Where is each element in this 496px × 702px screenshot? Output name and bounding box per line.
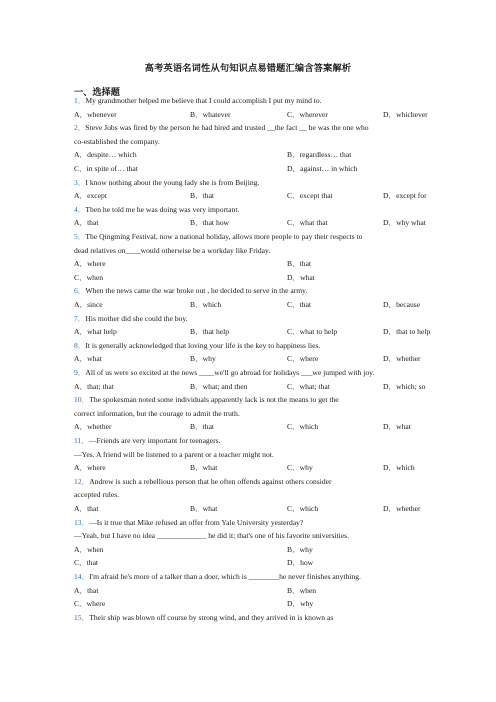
question-text: All of us were so excited at the news ____we'll go abroad for holidays ___we jumped with joy. [85, 368, 375, 377]
answer-option[interactable]: C．that [74, 558, 99, 568]
answer-option[interactable]: B．that how [190, 218, 230, 228]
question-stem [74, 314, 188, 324]
answer-option[interactable]: C．which [287, 504, 319, 513]
question-stem-continued: correct information, but the courage to admit the truth. [74, 408, 240, 418]
answer-option[interactable]: D．except for [383, 191, 427, 201]
answer-option[interactable]: D．what [287, 272, 315, 282]
answer-option[interactable]: C．except that [287, 191, 333, 201]
question-text: Steve Jobs was fired by the person he had hired and trusted __the fact __ he was the one who [85, 123, 369, 133]
answer-option[interactable]: D．what [383, 422, 411, 432]
answer-option[interactable]: D．why what [383, 218, 426, 228]
question-stem-continued: co-established the company. [74, 136, 160, 146]
question-number: 10． [74, 395, 90, 405]
answer-option[interactable]: B．that help [190, 327, 230, 337]
answer-option[interactable]: D．against… in which [287, 164, 358, 173]
question-number: 8． [74, 340, 86, 350]
answer-option[interactable]: A．what help [74, 327, 117, 337]
question-text: —Is it true that Mike refused an offer from Yale University yesterday? [89, 517, 304, 527]
answer-option[interactable]: D．why [287, 599, 314, 609]
question-text: His mother did she could the boy. [85, 313, 188, 323]
question-text: Then he told me he was doing was very important. [85, 204, 240, 214]
answer-option[interactable]: C．where [74, 599, 106, 609]
question-number: 13． [74, 517, 90, 527]
question-stem [74, 395, 339, 405]
answer-option[interactable]: D．which [383, 463, 415, 473]
question-number: 11． [74, 436, 89, 445]
answer-option[interactable]: A．except [74, 191, 107, 201]
question-number: 9． [74, 368, 86, 377]
question-stem-continued: —Yeah, but I have no idea _____________ he did it; that's one of his favorite universities. [74, 531, 349, 541]
question-stem [74, 205, 239, 215]
answer-option[interactable]: D．which; so [383, 381, 426, 391]
question-stem [74, 123, 369, 133]
answer-option[interactable]: A．where [74, 463, 106, 473]
question-text: The Qingming Festival, now a national holiday, allows more people to pay their respects to [85, 232, 363, 241]
question-number: 14． [74, 572, 90, 581]
answer-option[interactable]: B．what; and then [190, 381, 248, 391]
answer-option[interactable]: A．whenever [74, 109, 117, 119]
question-number: 1． [74, 96, 86, 105]
answer-option[interactable]: A．that [74, 218, 99, 228]
answer-option[interactable]: B．what [190, 463, 218, 473]
question-text: My grandmother helped me believe that I could accomplish I put my mind to. [85, 96, 322, 105]
answer-option[interactable]: B．why [287, 544, 313, 554]
answer-option[interactable]: B．that [190, 422, 215, 432]
answer-option[interactable]: A．that; that [74, 381, 114, 391]
answer-option[interactable]: D．that to help [383, 327, 431, 337]
question-number: 7． [74, 313, 86, 323]
answer-option[interactable]: B．why [190, 354, 216, 364]
question-text: It is generally acknowledged that loving your life is the key to happiness lies. [85, 340, 321, 350]
question-number: 15． [74, 612, 90, 622]
question-stem [74, 286, 307, 296]
question-text: I'm afraid he's more of a talker than a doer, which is ________he never finishes anything. [89, 572, 361, 581]
answer-option[interactable]: C．when [74, 272, 104, 282]
question-text: When the news came the war broke out , he decided to serve in the army. [85, 286, 308, 296]
answer-option[interactable]: A．since [74, 300, 103, 309]
answer-option[interactable]: A．whether [74, 422, 112, 432]
answer-option[interactable]: A．where [74, 259, 106, 269]
answer-option[interactable]: C．what that [287, 218, 328, 228]
answer-option[interactable]: D．whether [383, 504, 421, 513]
answer-option[interactable]: B．that [190, 191, 215, 201]
answer-option[interactable]: D．how [287, 558, 314, 568]
answer-option[interactable]: D．because [383, 300, 421, 309]
answer-option[interactable]: A．despite… which [74, 150, 137, 160]
question-text: I know nothing about the young lady she is from Beijing. [85, 177, 260, 187]
answer-option[interactable]: A．when [74, 544, 104, 554]
question-stem-continued: accepted rules. [74, 490, 120, 500]
answer-option[interactable]: B．whatever [190, 109, 231, 119]
question-stem [74, 518, 303, 528]
answer-option[interactable]: B．that [287, 259, 312, 269]
question-text: The spokesman noted some individuals apparently lack is not the means to get the [89, 395, 339, 405]
answer-option[interactable]: D．whether [383, 354, 421, 364]
question-stem-continued: dead relatives on____would otherwise be a workday like Friday. [74, 245, 271, 255]
question-stem [74, 436, 220, 446]
answer-option[interactable]: A．that [74, 504, 99, 513]
answer-option[interactable]: D．whichever [383, 109, 428, 119]
question-number: 2． [74, 123, 86, 133]
question-number: 3． [74, 177, 86, 187]
answer-option[interactable]: C．where [287, 354, 319, 364]
question-stem [74, 572, 361, 582]
question-text: Andrew is such a rebellious person that he often offends against others consider [89, 476, 332, 486]
question-stem [74, 232, 362, 242]
page-title: 高考英语名词性从句知识点易错题汇编含答案解析 [144, 63, 352, 73]
answer-option[interactable]: C．which [287, 422, 319, 432]
question-number: 12． [74, 476, 90, 486]
question-stem [74, 96, 322, 106]
question-stem [74, 178, 259, 188]
question-number: 6． [74, 286, 86, 296]
answer-option[interactable]: C．that [287, 300, 312, 309]
question-stem-continued: —Yes. A friend will be listened to a parent or a teacher might not. [74, 449, 274, 459]
answer-option[interactable]: B．when [287, 585, 317, 595]
answer-option[interactable]: B．regardless… that [287, 150, 352, 160]
question-stem [74, 613, 333, 623]
question-stem [74, 477, 332, 487]
question-number: 4． [74, 204, 86, 214]
answer-option[interactable]: B．which [190, 300, 222, 309]
answer-option[interactable]: C．what; that [287, 381, 330, 391]
question-text: —Friends are very important for teenagers. [88, 436, 221, 445]
answer-option[interactable]: C．wherever [287, 109, 328, 119]
answer-option[interactable]: A．what [74, 354, 102, 364]
section-heading: 一、选择题 [74, 87, 120, 97]
answer-option[interactable]: C．what to help [287, 327, 338, 337]
question-text: Their ship was blown off course by strong wind, and they arrived in is known as [89, 612, 334, 622]
question-stem [74, 368, 374, 378]
answer-option[interactable]: A．that [74, 585, 99, 595]
answer-option[interactable]: C．why [287, 463, 313, 473]
question-stem [74, 341, 320, 351]
question-number: 5． [74, 232, 86, 241]
answer-option[interactable]: C．in spite of… that [74, 164, 138, 173]
answer-option[interactable]: B．what [190, 504, 218, 513]
